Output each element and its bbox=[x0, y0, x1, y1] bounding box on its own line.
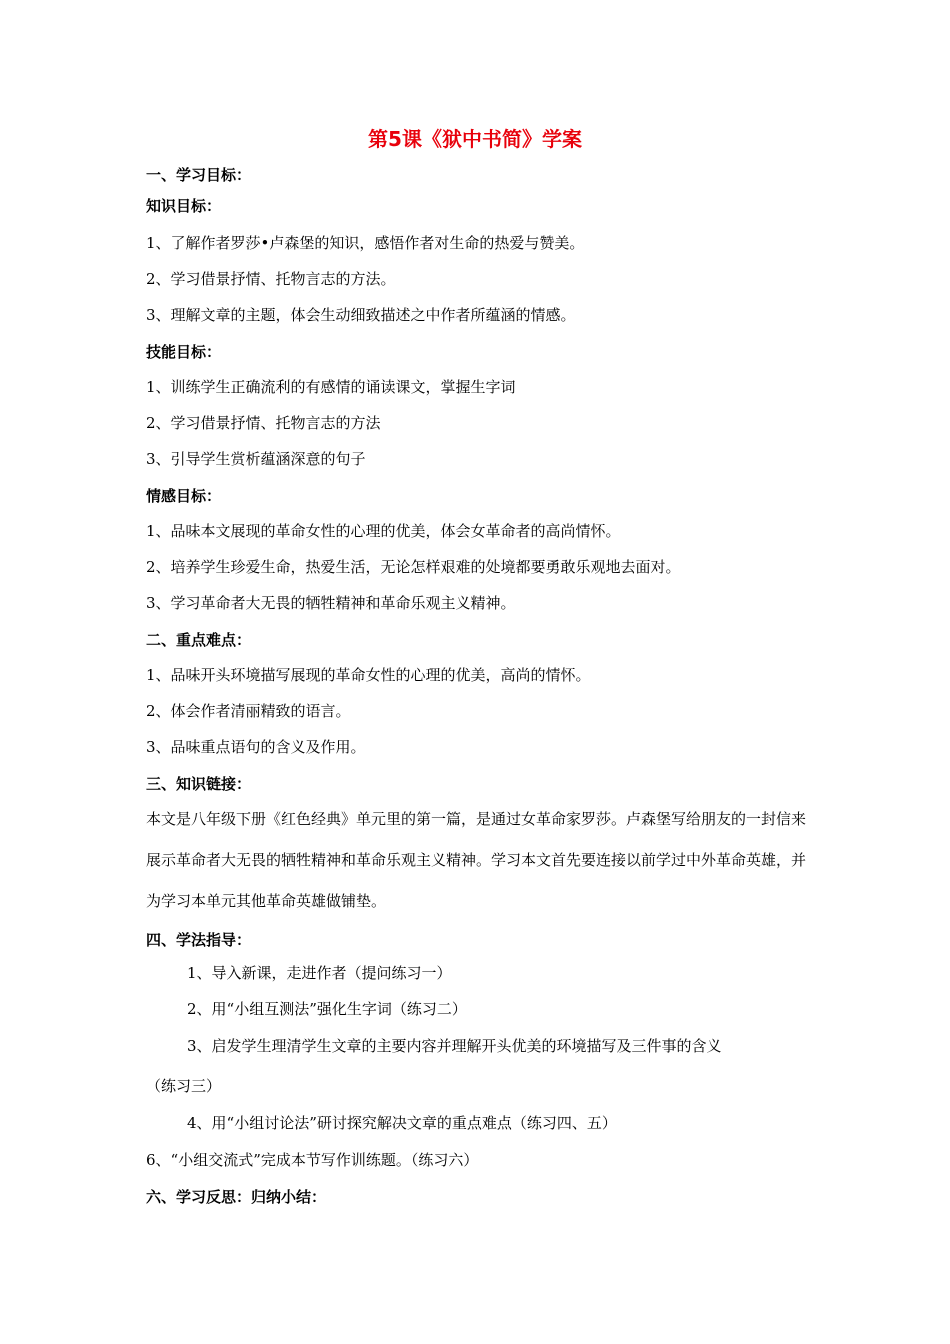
list-item: 2、学习借景抒情、托物言志的方法。 bbox=[146, 270, 396, 288]
section-heading-goals: 一、学习目标： bbox=[146, 166, 252, 184]
list-item: 2、体会作者清丽精致的语言。 bbox=[146, 702, 351, 720]
section-heading-study-method: 四、学法指导： bbox=[146, 931, 252, 949]
list-item: 1、导入新课，走进作者（提问练习一） bbox=[187, 964, 452, 982]
list-item: （练习三） bbox=[146, 1077, 222, 1095]
list-item: 1、品味本文展现的革命女性的心理的优美，体会女革命者的高尚情怀。 bbox=[146, 522, 621, 540]
list-item: 4、用“小组讨论法”研讨探究解决文章的重点难点（练习四、五） bbox=[187, 1114, 617, 1132]
list-item: 1、了解作者罗莎•卢森堡的知识，感悟作者对生命的热爱与赞美。 bbox=[146, 234, 585, 252]
subheading-skill: 技能目标： bbox=[146, 343, 222, 361]
list-item: 2、用“小组互测法”强化生字词（练习二） bbox=[187, 1000, 467, 1018]
knowledge-link-paragraph: 本文是八年级下册《红色经典》单元里的第一篇，是通过女革命家罗莎。卢森堡写给朋友的一封信来展示革命者大无畏的牺牲精神和革命乐观主义精神。学习本文首先要连接以前学过中外革命英雄，并为学习本单元其他革命英雄做铺垫。 bbox=[146, 810, 807, 910]
list-item: 2、学习借景抒情、托物言志的方法 bbox=[146, 414, 381, 432]
list-item: 6、“小组交流式”完成本节写作训练题。（练习六） bbox=[146, 1151, 479, 1169]
list-item: 1、训练学生正确流利的有感情的诵读课文，掌握生字词 bbox=[146, 378, 516, 396]
list-item: 3、理解文章的主题，体会生动细致描述之中作者所蕴涵的情感。 bbox=[146, 306, 576, 324]
list-item: 1、品味开头环境描写展现的革命女性的心理的优美，高尚的情怀。 bbox=[146, 666, 591, 684]
list-item: 2、培养学生珍爱生命，热爱生活，无论怎样艰难的处境都要勇敢乐观地去面对。 bbox=[146, 558, 681, 576]
list-item: 3、引导学生赏析蕴涵深意的句子 bbox=[146, 450, 366, 468]
subheading-knowledge: 知识目标： bbox=[146, 197, 222, 215]
section-heading-key-points: 二、重点难点： bbox=[146, 631, 252, 649]
page-title: 第5课《狱中书简》学案 bbox=[368, 127, 582, 151]
list-item: 3、启发学生理清学生文章的主要内容并理解开头优美的环境描写及三件事的含义 bbox=[187, 1037, 722, 1055]
section-heading-knowledge-link: 三、知识链接： bbox=[146, 775, 252, 793]
list-item: 3、品味重点语句的含义及作用。 bbox=[146, 738, 366, 756]
section-heading-reflection: 六、学习反思：归纳小结： bbox=[146, 1188, 327, 1206]
list-item: 3、学习革命者大无畏的牺牲精神和革命乐观主义精神。 bbox=[146, 594, 516, 612]
subheading-emotion: 情感目标： bbox=[146, 487, 222, 505]
